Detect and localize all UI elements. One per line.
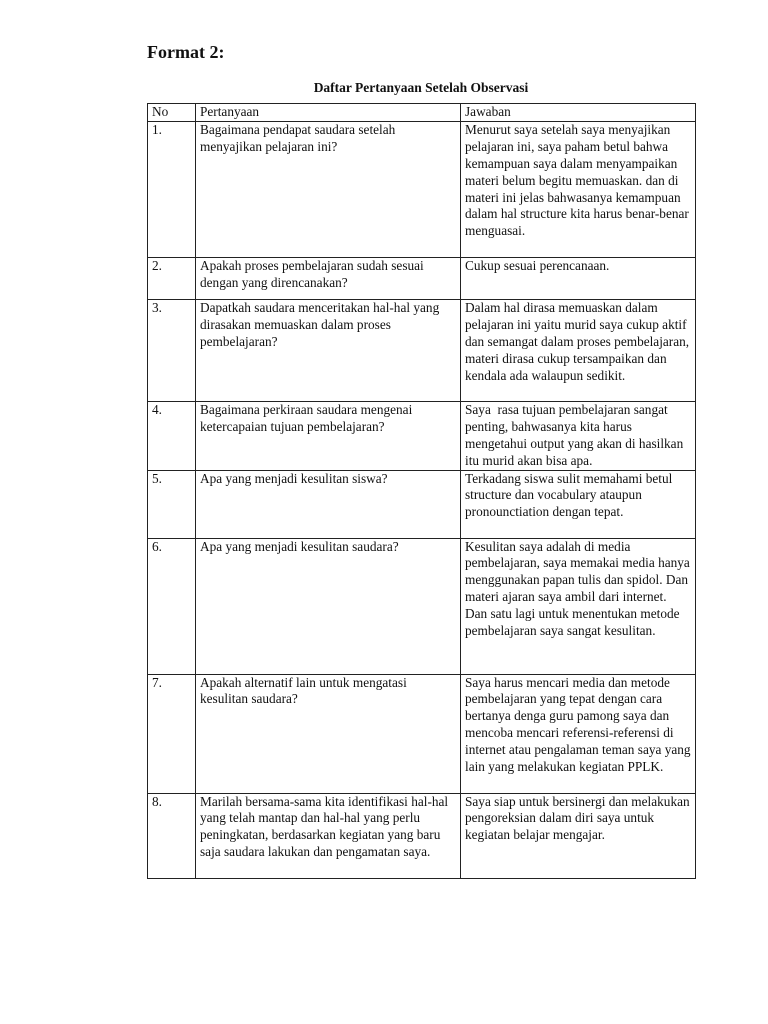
table-header-row bbox=[148, 104, 696, 122]
observation-questions-table bbox=[147, 103, 696, 879]
document-heading: Format 2: bbox=[147, 42, 225, 62]
table-row bbox=[148, 470, 696, 538]
answer-cell: Kesulitan saya adalah di media pembelajaran, saya memakai media hanya menggunakan papan tulis dan spidol. Dan materi ajaran saya ambil dari internet. Dan satu lagi untuk menentukan metode pembelajaran saya sangat kesulitan. bbox=[461, 538, 696, 674]
row-number: 8. bbox=[148, 793, 196, 878]
answer-cell: Saya siap untuk bersinergi dan melakukan pengoreksian dalam diri saya untuk kegiatan belajar mengajar. bbox=[461, 793, 696, 878]
column-header-question: Pertanyaan bbox=[196, 104, 461, 122]
table-row bbox=[148, 257, 696, 299]
question-cell: Apakah proses pembelajaran sudah sesuai dengan yang direncanakan? bbox=[196, 257, 461, 299]
row-number: 3. bbox=[148, 299, 196, 401]
table-row bbox=[148, 401, 696, 470]
row-number: 5. bbox=[148, 470, 196, 538]
table-row bbox=[148, 121, 696, 257]
question-cell: Apa yang menjadi kesulitan siswa? bbox=[196, 470, 461, 538]
column-header-answer: Jawaban bbox=[461, 104, 696, 122]
table-title: Daftar Pertanyaan Setelah Observasi bbox=[313, 80, 529, 95]
row-number: 1. bbox=[148, 121, 196, 257]
answer-cell: Terkadang siswa sulit memahami betul structure dan vocabulary ataupun pronounctiation dengan tepat. bbox=[461, 470, 696, 538]
row-number: 7. bbox=[148, 674, 196, 793]
table-row bbox=[148, 793, 696, 878]
answer-cell: Cukup sesuai perencanaan. bbox=[461, 257, 696, 299]
question-cell: Apa yang menjadi kesulitan saudara? bbox=[196, 538, 461, 674]
row-number: 2. bbox=[148, 257, 196, 299]
question-cell: Dapatkah saudara menceritakan hal-hal yang dirasakan memuaskan dalam proses pembelajaran? bbox=[196, 299, 461, 401]
row-number: 4. bbox=[148, 401, 196, 470]
table-row bbox=[148, 299, 696, 401]
answer-cell: Dalam hal dirasa memuaskan dalam pelajaran ini yaitu murid saya cukup aktif dan semangat dalam proses pembelajaran, materi dirasa cukup tersampaikan dan kendala ada walaupun sedikit. bbox=[461, 299, 696, 401]
answer-cell: Saya rasa tujuan pembelajaran sangat penting, bahwasanya kita harus mengetahui output yang akan di hasilkan itu murid akan bisa apa. bbox=[461, 401, 696, 470]
question-cell: Bagaimana perkiraan saudara mengenai ketercapaian tujuan pembelajaran? bbox=[196, 401, 461, 470]
table-row bbox=[148, 674, 696, 793]
question-cell: Marilah bersama-sama kita identifikasi hal-hal yang telah mantap dan hal-hal yang perlu peningkatan, berdasarkan kegiatan yang baru saja saudara lakukan dan pengamatan saya. bbox=[196, 793, 461, 878]
answer-cell: Saya harus mencari media dan metode pembelajaran yang tepat dengan cara bertanya denga guru pamong saya dan mencoba mencari referensi-referensi di internet atau pengalaman teman saya yang lain yang melakukan kegiatan PPLK. bbox=[461, 674, 696, 793]
table-row bbox=[148, 538, 696, 674]
question-cell: Bagaimana pendapat saudara setelah menyajikan pelajaran ini? bbox=[196, 121, 461, 257]
answer-cell: Menurut saya setelah saya menyajikan pelajaran ini, saya paham betul bahwa kemampuan saya dalam menyampaikan materi belum begitu memuaskan. dan di materi ini jelas bahwasanya kemampuan dalam hal structure kita harus benar-benar menguasai. bbox=[461, 121, 696, 257]
column-header-no: No bbox=[148, 104, 196, 122]
question-cell: Apakah alternatif lain untuk mengatasi kesulitan saudara? bbox=[196, 674, 461, 793]
row-number: 6. bbox=[148, 538, 196, 674]
